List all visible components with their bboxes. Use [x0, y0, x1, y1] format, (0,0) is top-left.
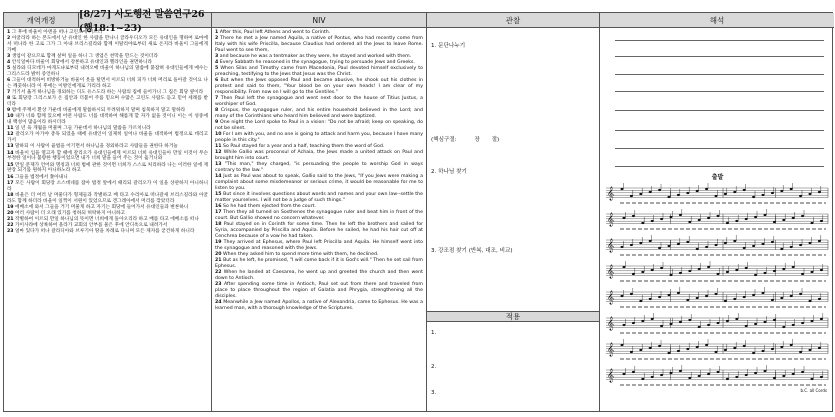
verse-text: Just as Paul was about to speak, Gallio said to the Jews, "If you Jews were making a complaint about some misdemeanor or serious crime, it would be reasonable for me to listen to you. — [215, 174, 423, 191]
verse-number: 13 — [7, 144, 14, 150]
verse-number: 10 — [215, 132, 222, 138]
keyword-verse: 절) — [491, 137, 500, 143]
staff-system — [606, 209, 828, 229]
verse-text: and because he was a tentmaker as they were, he stayed and worked with them. — [219, 54, 412, 59]
svg-text:𝄞: 𝄞 — [607, 316, 615, 330]
staff-system — [606, 261, 828, 281]
observation-paragraph: 1. 문단나누기 — [431, 43, 466, 49]
verse-text: 작별하여 이르되 만일 하나님의 뜻이면 너희에게 돌아오리라 하고 배를 타고 에베소를 떠나 — [15, 216, 199, 222]
verse-number: 10 — [7, 114, 14, 120]
verse-text: "This man," they charged, "is persuading the people to worship God in ways contrary to the law." — [215, 162, 423, 174]
verse-2 — [215, 36, 423, 54]
verse-text: After spending some time in Antioch, Paul set out from there and traveled from place to place throughout the region of Galatia and Phrygia, strengthening all the disciples. — [215, 282, 423, 299]
verse-10 — [215, 132, 423, 144]
verse-text: 그들을 법정에서 쫓아내니 — [15, 174, 68, 180]
verse-number: 3 — [7, 54, 11, 59]
verse-13 — [215, 162, 423, 174]
page-title: [8/27] 사도행전 말씀연구26 (행18:1~23) — [79, 13, 212, 28]
verse-number: 7 — [215, 96, 219, 102]
note-line — [615, 130, 824, 131]
note-line — [615, 40, 824, 41]
verse-18 — [7, 193, 208, 205]
verse-5 — [215, 66, 423, 78]
korean-text-column — [4, 28, 212, 411]
verse-number: 19 — [215, 240, 222, 246]
verse-number: 18 — [7, 192, 14, 198]
verse-23 — [215, 282, 423, 300]
verse-text: 아굴라라 하는 본도에서 난 유대인 한 사람을 만나니 글라우디오가 모든 유대인을 명하여 로마에서 떠나라 한 고로 그가 그 아내 브리스길라와 함께 이탈리야로부터 새로 온지라 바울이 그들에게 가매 — [7, 36, 208, 53]
note-line — [615, 56, 824, 57]
staff-system — [606, 235, 828, 255]
verse-text: Crispus, the synagogue ruler, and his entire household believed in the Lord; and many of the Corinthians who heard him believed and were baptized. — [215, 108, 423, 119]
verse-text: 에베소에 와서 그들을 거기 머물게 하고 자기는 회당에 들어가서 유대인들과 변론하니 — [15, 204, 189, 210]
verse-text: Paul stayed on in Corinth for some time. Then he left the brothers and sailed for Syria, accompanied by Priscilla and Aquila. Before he sailed, he had his hair cut off at Cenchrea because of a vow he had taken. — [215, 222, 424, 239]
verse-9 — [215, 120, 423, 132]
verse-number: 17 — [215, 210, 222, 216]
worksheet — [3, 9, 833, 412]
verse-18 — [215, 222, 423, 240]
verse-8 — [215, 108, 423, 120]
observation-emphasis: 3. 강조점 찾기 (반복, 대조, 비교) — [431, 248, 513, 254]
verse-number: 6 — [215, 78, 219, 84]
verse-number: 18 — [215, 222, 222, 228]
svg-text:𝄞: 𝄞 — [607, 186, 615, 200]
verse-number: 19 — [7, 204, 14, 210]
verse-text: 만일 문제가 언어와 명칭과 너희 법에 관한 것이면 너희가 스스로 처리하라 나는 이러한 일에 재판장 되기를 원하지 아니하노라 하고 — [7, 162, 208, 174]
verse-number: 12 — [215, 150, 222, 156]
staff-system — [606, 183, 828, 203]
verse-text: 안식일마다 바울이 회당에서 강론하고 유대인과 헬라인을 권면하니라 — [11, 60, 153, 66]
verse-text: When Silas and Timothy came from Macedonia, Paul devoted himself exclusively to preaching, testifying to the Jews that Jesus was the Christ. — [215, 66, 423, 78]
verse-number: 8 — [7, 96, 11, 102]
verse-text: 거기서 옮겨 하나님을 경외하는 디도 유스도라 하는 사람의 집에 들어가니 그 집은 회당 옆이라 — [11, 90, 204, 96]
verse-text: Then they all turned on Sosthenes the synagogue ruler and beat him in front of the court. But Gallio showed no concern whatever. — [215, 210, 423, 222]
verse-10 — [7, 114, 208, 126]
verse-text: So Paul stayed for a year and a half, teaching them the word of God. — [223, 144, 385, 150]
verse-number: 9 — [7, 108, 11, 114]
verse-text: 여러 사람이 더 오래 있기를 청하되 허락하지 아니하고 — [15, 210, 126, 216]
verse-text: 가이사랴에 상륙하여 올라가 교회의 안부를 물은 후에 안디옥으로 내려가서 — [15, 222, 168, 228]
verse-text: 그들이 대적하여 비방하거늘 바울이 옷을 털면서 이르되 너희 피가 너희 머리로 돌아갈 것이요 나는 깨끗하니라 이 후에는 이방인에게로 가리라 하고 — [7, 78, 208, 90]
verse-14 — [7, 151, 208, 163]
verse-number: 14 — [7, 150, 14, 156]
application-item-1: 1. — [431, 330, 437, 336]
verse-number: 4 — [215, 60, 219, 66]
verse-text: After this, Paul left Athens and went to Corinth. — [219, 30, 331, 35]
verse-number: 6 — [7, 78, 11, 84]
verse-number: 9 — [215, 120, 219, 126]
verse-text: But as he left, he promised, "I will come back if it is God's will." Then he set sail from Ephesus. — [215, 258, 423, 270]
observation-column — [427, 28, 600, 411]
verse-number: 11 — [215, 144, 222, 150]
note-line — [615, 148, 824, 149]
verse-text: 또 회당장 그리스보가 온 집안과 더불어 주를 믿으며 수많은 고린도 사람도 듣고 믿어 세례를 받더라 — [7, 96, 208, 108]
verse-12 — [215, 150, 423, 162]
verse-22 — [7, 223, 208, 229]
svg-text:𝄞: 𝄞 — [607, 368, 615, 382]
svg-text:𝄞: 𝄞 — [607, 238, 615, 252]
staff-system — [606, 287, 828, 307]
verse-number: 22 — [7, 222, 14, 228]
verse-23 — [7, 229, 208, 235]
verse-number: 14 — [215, 174, 222, 180]
verse-number: 21 — [215, 258, 222, 264]
verse-number: 15 — [7, 162, 14, 168]
verse-number: 23 — [215, 282, 222, 288]
observation-god: 2. 하나님 찾기 — [431, 169, 467, 175]
verse-8 — [7, 96, 208, 108]
verse-text: So he had them ejected from the court. — [223, 204, 316, 210]
verse-20 — [7, 211, 208, 217]
verse-text: Then Paul left the synagogue and went next door to the house of Titius Justus, a worshiper of God. — [215, 96, 423, 107]
hymn-credit: b.C. all Cords — [800, 388, 827, 393]
verse-19 — [215, 240, 423, 252]
verse-number: 22 — [215, 270, 222, 276]
verse-19 — [7, 205, 208, 211]
verse-text: 말하되 이 사람이 율법을 어기면서 하나님을 경외하라고 사람들을 권한다 하거늘 — [15, 144, 178, 150]
header-interpretation: 해석 — [600, 13, 834, 28]
verse-number: 5 — [215, 66, 219, 72]
verse-17 — [7, 181, 208, 193]
verse-text: When he landed at Caesarea, he went up and greeted the church and then went down to Antioch. — [215, 270, 423, 282]
niv-text-column — [212, 28, 427, 411]
verse-15 — [215, 192, 423, 204]
verse-number: 23 — [7, 229, 14, 235]
verse-text: While Gallio was proconsul of Achaia, the Jews made a united attack on Paul and brought him into court. — [215, 150, 423, 162]
verse-text: 바울이 입을 열고자 할 때에 갈리오가 유대인들에게 이르되 너희 유대인들아 만일 이것이 무슨 부정한 일이나 불량한 행동이었으면 내가 너희 말을 들어 주는 것이 옳거니와 — [7, 150, 208, 162]
verse-number: 4 — [7, 60, 11, 66]
svg-text:𝄞: 𝄞 — [607, 264, 615, 278]
verse-5 — [7, 66, 208, 78]
application-item-2: 2. — [431, 364, 437, 370]
verse-text: 일 년 육 개월을 머물며 그들 가운데서 하나님의 말씀을 가르치니라 — [15, 126, 151, 132]
verse-21 — [215, 258, 423, 270]
note-line — [615, 74, 824, 75]
verse-text: But since it involves questions about words and names and your own law--settle the matter yourselves. I will not be a judge of such things." — [215, 192, 423, 203]
verse-number: 5 — [7, 66, 11, 72]
observation-keyword — [431, 135, 499, 143]
verse-number: 2 — [215, 36, 219, 42]
verse-6 — [7, 78, 208, 90]
note-line — [615, 166, 824, 167]
svg-text:𝄞: 𝄞 — [607, 212, 615, 226]
verse-text: 실라와 디모데가 마게도냐로부터 내려오매 바울이 하나님의 말씀에 붙잡혀 유대인들에게 예수는 그리스도라 밝히 증언하니 — [7, 66, 208, 78]
note-line — [615, 110, 824, 111]
keyword-label: (핵심구절: — [431, 137, 457, 143]
verse-number: 21 — [7, 216, 14, 222]
verse-text: 생업이 같으므로 함께 살며 일을 하니 그 생업은 천막을 만드는 것이더라 — [11, 54, 158, 59]
header-observation: 관찰 — [427, 13, 600, 28]
verse-text: But when the Jews opposed Paul and became abusive, he shook out his clothes in protest and said to them, "Your blood be on your own heads! I am clear of my responsibility. From now on I will go to the Gentiles." — [215, 78, 423, 95]
verse-text: Meanwhile a Jew named Apollos, a native of Alexandria, came to Ephesus. He was a learned man, with a thorough knowledge of the Scriptures. — [215, 300, 423, 311]
verse-12 — [7, 132, 208, 144]
application-header: 적용 — [427, 311, 599, 322]
staff-system — [606, 339, 828, 359]
verse-6 — [215, 78, 423, 96]
verse-text: One night the Lord spoke to Paul in a vision: "Do not be afraid; keep on speaking, do not be silent. — [215, 120, 423, 131]
verse-text: Every Sabbath he reasoned in the synagogue, trying to persuade Jews and Greeks. — [219, 60, 415, 66]
verse-17 — [215, 210, 423, 222]
verse-text: 모든 사람이 회당장 소스데네를 잡아 법정 앞에서 때리되 갈리오가 이 일을 상관하지 아니하니라 — [7, 180, 208, 192]
svg-text:𝄞: 𝄞 — [607, 342, 615, 356]
verse-text: There he met a Jew named Aquila, a native of Pontus, who had recently come from Italy with his wife Priscilla, because Claudius had ordered all the Jews to leave Rome. Paul went to see them, — [215, 36, 423, 53]
hymn-title: 출발 — [711, 174, 724, 181]
verse-number: 15 — [215, 192, 222, 198]
verse-22 — [215, 270, 423, 282]
verse-15 — [7, 163, 208, 175]
hymn-score — [604, 172, 831, 408]
verse-number: 1 — [7, 30, 11, 35]
header-niv: NIV — [212, 13, 427, 28]
verse-number: 20 — [7, 210, 14, 216]
verse-text: 내가 너와 함께 있으매 어떤 사람도 너를 대적하여 해롭게 할 자가 없을 것이니 이는 이 성중에 내 백성이 많음이라 하시더라 — [7, 114, 208, 126]
verse-text: They arrived at Ephesus, where Paul left Priscilla and Aquila. He himself went into the synagogue and reasoned with the Jews. — [215, 240, 424, 251]
verse-text: 얼마 있다가 떠나 갈라디아와 브루기아 땅을 차례로 다니며 모든 제자를 굳건하게 하니라 — [15, 229, 195, 235]
note-line — [615, 91, 824, 92]
verse-number: 16 — [7, 174, 14, 180]
verse-2 — [7, 36, 208, 54]
verse-13 — [7, 144, 208, 150]
verse-14 — [215, 174, 423, 192]
staff-system — [606, 365, 828, 385]
music-staff-icon — [604, 182, 831, 404]
verse-number: 13 — [215, 162, 222, 168]
verse-number: 11 — [7, 126, 14, 132]
verse-number: 20 — [215, 252, 222, 258]
verse-text: 밤에 주께서 환상 가운데 바울에게 말씀하시되 두려워하지 말며 침묵하지 말고 말하라 — [11, 108, 186, 114]
verse-number: 8 — [215, 108, 219, 114]
verse-text: For I am with you, and no one is going to attack and harm you, because I have many people in this city." — [215, 132, 423, 143]
verse-number: 24 — [215, 300, 222, 306]
verse-24 — [215, 300, 423, 312]
verse-16 — [7, 175, 208, 181]
verse-text: When they asked him to spend more time with them, he declined. — [223, 252, 379, 258]
svg-text:𝄞: 𝄞 — [607, 290, 615, 304]
verse-number: 7 — [7, 90, 11, 96]
verse-number: 1 — [215, 30, 219, 35]
verse-number: 16 — [215, 204, 222, 210]
verse-7 — [215, 96, 423, 108]
verse-number: 12 — [7, 132, 14, 138]
verse-21 — [7, 217, 208, 223]
verse-text: 바울은 더 여러 날 머물다가 형제들과 작별하고 배 타고 수리아로 떠나갈새 브리스길라와 아굴라도 함께 하더라 바울이 일찍이 서원이 있었으므로 겐그레아에서 머리를 깎았더라 — [7, 192, 208, 204]
verse-number: 2 — [7, 36, 11, 42]
verse-text: 그 후에 바울이 아덴을 떠나 고린도에 이르러 — [11, 30, 103, 35]
verse-number: 17 — [7, 180, 14, 186]
interpretation-column — [600, 28, 834, 411]
application-item-3: 3. — [431, 390, 437, 396]
header-korean: 개역개정 — [4, 13, 79, 28]
verse-text: 갈리오가 아가야 총독 되었을 때에 유대인이 일제히 일어나 바울을 대적하여 법정으로 데리고 가서 — [7, 132, 208, 144]
keyword-chapter: 장 — [474, 137, 480, 143]
staff-system — [606, 313, 828, 333]
verse-number: 3 — [215, 54, 219, 59]
